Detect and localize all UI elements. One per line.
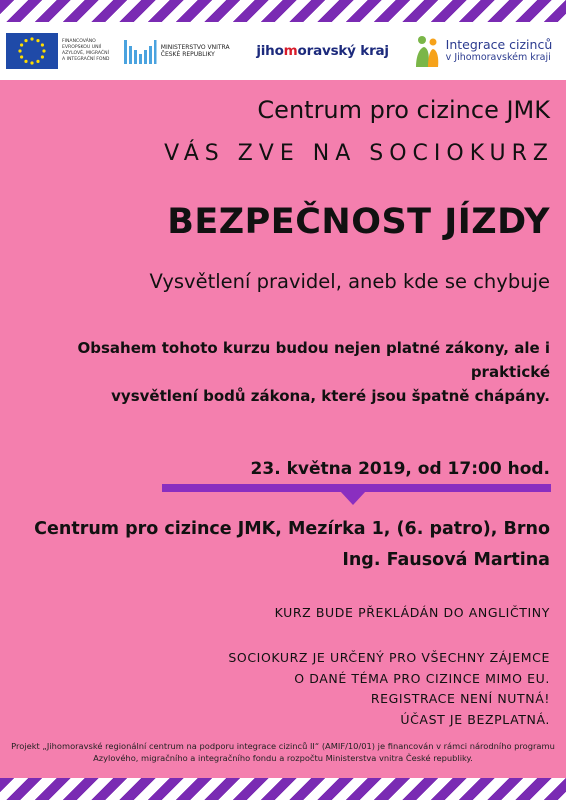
eu-funding-text xyxy=(62,39,109,63)
eu-logo xyxy=(6,33,117,69)
region-logo-part: jiho xyxy=(256,43,284,59)
integration-logo xyxy=(412,33,560,69)
course-title: BEZPEČNOST JÍZDY xyxy=(167,202,550,242)
bottom-stripe-border xyxy=(0,778,566,800)
ministry-mark-icon xyxy=(123,36,157,66)
course-description xyxy=(10,336,550,408)
event-place: Centrum pro cizince JMK, Mezírka 1, (6. patro), Brno xyxy=(34,519,550,539)
integration-title: Integrace cizinců xyxy=(445,37,553,52)
info-line: REGISTRACE NENÍ NUTNÁ! xyxy=(370,691,550,706)
description-line: vysvětlení bodů zákona, které jsou špatně chápány. xyxy=(111,387,550,405)
info-line: SOCIOKURZ JE URČENÝ PRO VŠECHNY ZÁJEMCE xyxy=(228,650,550,665)
ministry-logo xyxy=(123,36,234,66)
ministry-text xyxy=(161,44,230,59)
eu-text-line: FINANCOVÁNO xyxy=(62,39,96,44)
description-line: Obsahem tohoto kurzu budou nejen platné zákony, ale i praktické xyxy=(77,339,550,381)
eu-text-line: AZYLOVÉ, MIGRAČNÍ xyxy=(62,51,109,56)
ministry-text-line: MINISTERSTVO VNITRA xyxy=(160,43,230,51)
project-footer xyxy=(0,740,566,764)
footer-line: Azylového, migračního a integračního fondu a rozpočtu Ministerstva vnitra České republiky. xyxy=(93,753,473,763)
eu-text-line: A INTEGRAČNÍ FOND xyxy=(62,57,110,62)
ministry-text-line: ČESKÉ REPUBLIKY xyxy=(160,51,215,58)
event-lecturer: Ing. Fausová Martina xyxy=(342,550,550,570)
footer-line: Projekt „Jihomoravské regionální centrum na podporu integrace cizinců II“ (AMIF/10/01) je financován v rámci národního programu xyxy=(11,741,555,751)
logo-bar xyxy=(0,22,566,80)
region-logo xyxy=(240,43,406,59)
integration-subtitle: v Jihomoravském kraji xyxy=(445,52,551,63)
course-info-block xyxy=(228,648,550,730)
eu-flag-icon xyxy=(6,33,58,69)
integration-people-icon xyxy=(412,33,442,69)
info-line: ÚČAST JE BEZPLATNÁ. xyxy=(400,711,550,727)
region-logo-m: m xyxy=(283,43,298,59)
eu-text-line: EVROPSKOU UNIÍ xyxy=(62,45,102,50)
course-subtitle: Vysvětlení pravidel, aneb kde se chybuje xyxy=(149,270,550,293)
invite-heading: VÁS ZVE NA SOCIOKURZ xyxy=(164,141,554,166)
divider-arrow-icon xyxy=(340,491,366,505)
organizer-heading: Centrum pro cizince JMK xyxy=(257,96,550,124)
integration-text xyxy=(446,38,553,64)
region-logo-part: oravský kraj xyxy=(297,43,389,59)
info-line: O DANÉ TÉMA PRO CIZINCE MIMO EU. xyxy=(294,670,550,686)
event-date: 23. května 2019, od 17:00 hod. xyxy=(250,459,550,479)
top-stripe-border xyxy=(0,0,566,22)
translation-note: KURZ BUDE PŘEKLÁDÁN DO ANGLIČTINY xyxy=(274,605,550,620)
